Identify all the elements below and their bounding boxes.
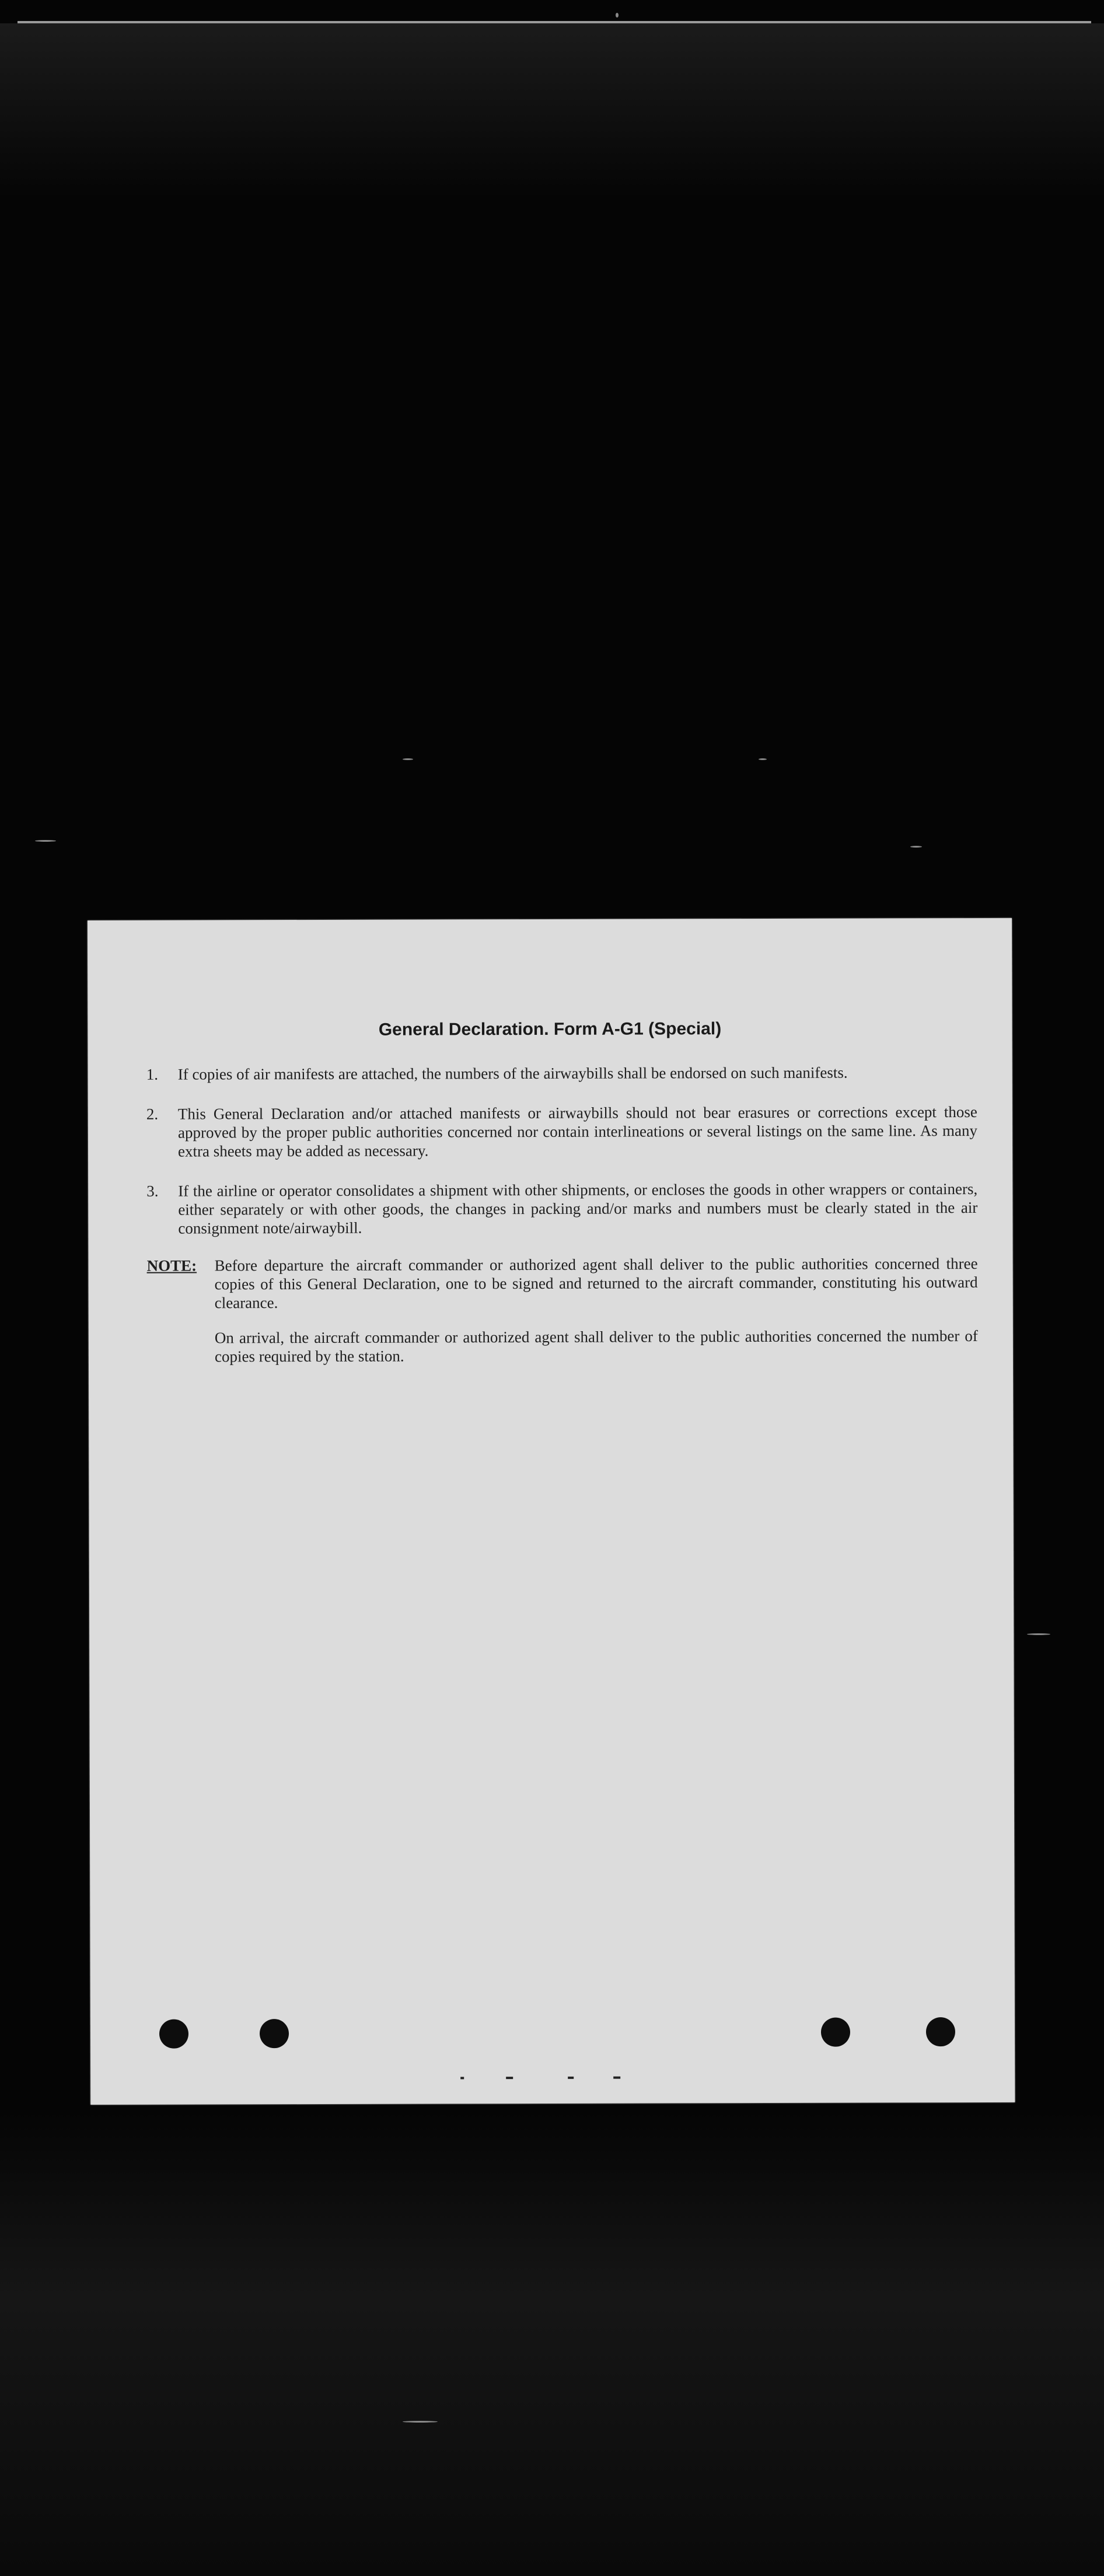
instructions-list xyxy=(146,1063,978,1382)
scan-mark xyxy=(568,2077,574,2079)
scan-mark xyxy=(506,2077,513,2079)
item-text: If the airline or operator consolidates a shipment with other shipments, or encloses the goods in other wrappers or containers, either separately or with other goods, the changes in packing and/or marks and numbers must be clearly stated in the air consignment note/airwaybill. xyxy=(178,1180,978,1237)
dust-speck xyxy=(403,758,413,760)
list-item xyxy=(146,1102,977,1161)
note-paragraph: Before departure the aircraft commander or authorized agent shall deliver to the public authorities concerned three copies of this General Declaration, one to be signed and returned to the aircraft commander, constituting his outward clearance. xyxy=(214,1255,978,1312)
dust-speck xyxy=(35,840,56,842)
form-title: General Declaration. Form A-G1 (Special) xyxy=(378,1019,722,1040)
punch-hole xyxy=(821,2018,850,2047)
punch-hole xyxy=(159,2020,188,2049)
punch-hole xyxy=(260,2019,289,2048)
dust-speck xyxy=(1027,1633,1050,1635)
scan-background-top xyxy=(0,23,1104,198)
item-number: 1. xyxy=(146,1065,158,1083)
note-paragraph: On arrival, the aircraft commander or authorized agent shall deliver to the public authorities concerned the number of copies required by the station. xyxy=(214,1327,978,1366)
list-item xyxy=(146,1180,977,1238)
item-text: If copies of air manifests are attached, the numbers of the airwaybills shall be endorsed on such manifests. xyxy=(177,1063,848,1083)
item-number: 3. xyxy=(146,1182,159,1200)
dust-speck xyxy=(910,846,922,848)
scan-edge-line xyxy=(18,21,1091,23)
note-section xyxy=(147,1254,979,1382)
note-body xyxy=(215,1254,979,1382)
item-text: This General Declaration and/or attached manifests or airwaybills should not bear erasures or corrections except those approved by the proper public authorities concerned nor contain interlineations or several listings on the same line. As many extra sheets may be added as necessary. xyxy=(177,1103,977,1160)
form-page xyxy=(88,918,1015,2105)
dust-speck xyxy=(759,758,767,760)
punch-hole xyxy=(926,2017,955,2046)
scan-background-bottom xyxy=(0,2112,1104,2576)
item-number: 2. xyxy=(146,1105,159,1123)
scan-mark xyxy=(460,2077,464,2079)
list-item xyxy=(146,1063,977,1084)
dust-speck xyxy=(403,2421,438,2423)
dust-speck xyxy=(616,13,619,18)
scan-mark xyxy=(613,2077,620,2079)
note-label: NOTE: xyxy=(146,1256,197,1275)
